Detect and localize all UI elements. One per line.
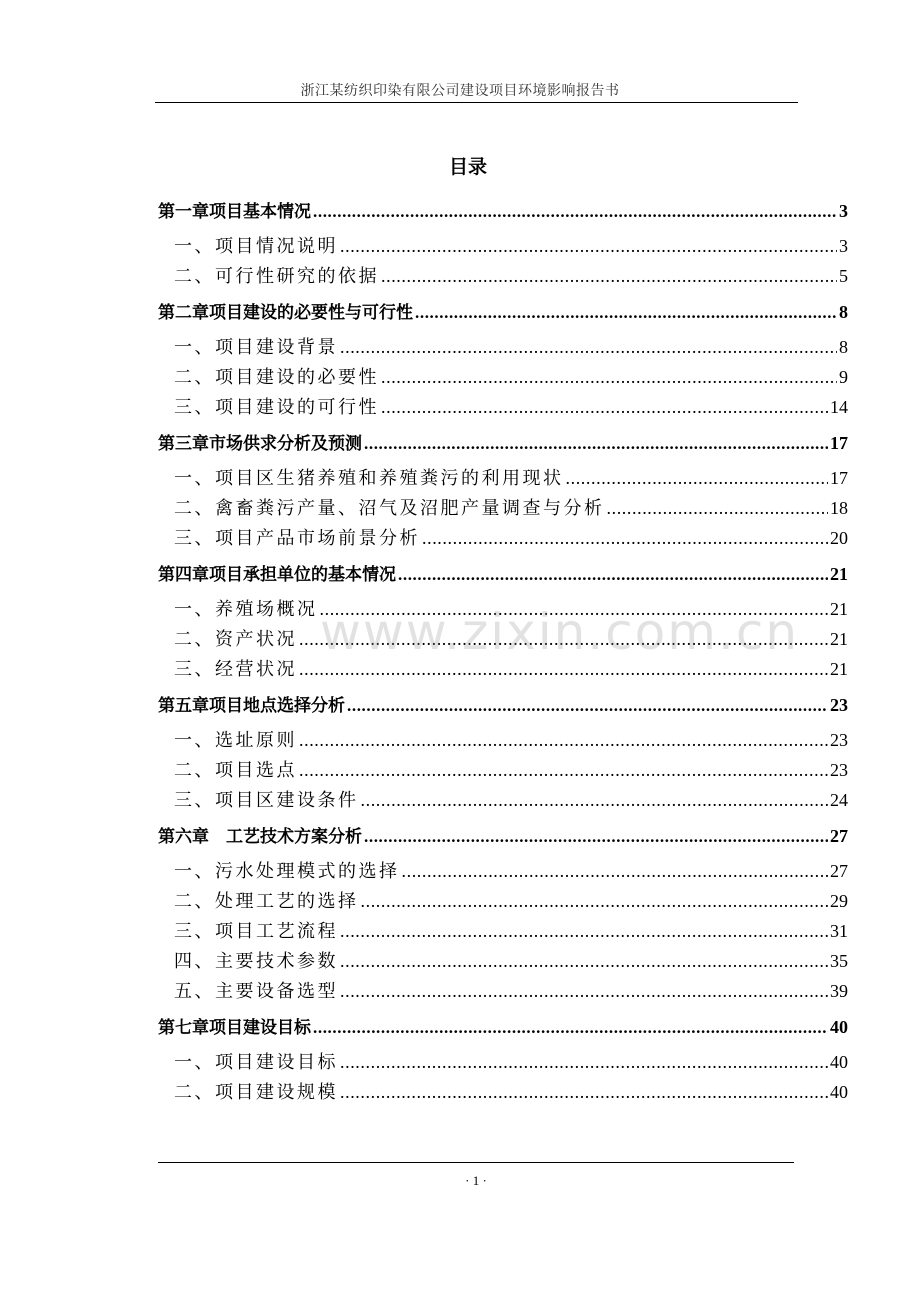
toc-dot-leader [313,1013,828,1043]
toc-entry-label: 二、项目选点 [174,760,297,781]
toc-chapter-entry[interactable] [158,297,848,327]
toc-dot-leader [402,856,829,886]
toc-entry-page: 3 [839,201,848,221]
toc-dot-leader [381,392,828,422]
footer-divider [158,1162,794,1163]
toc-entry-label: 一、项目建设目标 [174,1052,338,1073]
toc-entry-page: 3 [839,236,848,256]
toc-entry-page: 24 [830,790,848,810]
toc-dot-leader [347,691,828,721]
toc-dot-leader [320,594,829,624]
toc-entry-label: 三、项目建设的可行性 [174,397,379,418]
toc-entry-label: 三、项目产品市场前景分析 [174,528,420,549]
header-divider [155,102,798,103]
toc-entry-page: 40 [830,1082,848,1102]
toc-entry-label: 第一章项目基本情况 [158,202,311,222]
toc-dot-leader [340,946,828,976]
toc-entry-page: 29 [830,891,848,911]
toc-entry-page: 8 [839,337,848,357]
toc-entry-page: 40 [830,1052,848,1072]
toc-section-entry[interactable] [158,916,848,946]
toc-section-entry[interactable] [158,755,848,785]
toc-entry-label: 第七章项目建设目标 [158,1018,311,1038]
toc-section-entry[interactable] [158,332,848,362]
toc-entry-label: 三、项目区建设条件 [174,790,359,811]
toc-entry-label: 二、项目建设规模 [174,1082,338,1103]
toc-entry-label: 一、项目情况说明 [174,236,338,257]
toc-dot-leader [364,429,828,459]
toc-dot-leader [398,560,828,590]
toc-dot-leader [299,725,828,755]
toc-entry-page: 8 [839,302,848,322]
toc-entry-page: 9 [839,367,848,387]
toc-section-entry[interactable] [158,231,848,261]
toc-dot-leader [299,624,828,654]
toc-entry-page: 23 [830,695,848,715]
toc-dot-leader [299,755,828,785]
toc-chapter-entry[interactable] [158,196,848,226]
toc-entry-label: 一、项目区生猪养殖和养殖粪污的利用现状 [174,468,564,489]
toc-section-entry[interactable] [158,463,848,493]
toc-section-entry[interactable] [158,654,848,684]
toc-chapter-entry[interactable] [158,690,848,720]
toc-entry-page: 18 [830,498,848,518]
toc-dot-leader [340,1047,828,1077]
toc-entry-label: 一、污水处理模式的选择 [174,861,400,882]
toc-dot-leader [566,463,829,493]
toc-entry-label: 第四章项目承担单位的基本情况 [158,565,396,585]
toc-entry-page: 21 [830,659,848,679]
toc-dot-leader [361,886,829,916]
toc-chapter-entry[interactable] [158,821,848,851]
toc-entry-label: 四、主要技术参数 [174,951,338,972]
toc-entry-page: 27 [830,826,848,846]
toc-dot-leader [381,261,837,291]
toc-section-entry[interactable] [158,594,848,624]
toc-entry-page: 21 [830,629,848,649]
toc-chapter-entry[interactable] [158,559,848,589]
toc-entry-page: 23 [830,730,848,750]
toc-dot-leader [415,298,837,328]
toc-dot-leader [299,654,828,684]
toc-entry-page: 5 [839,266,848,286]
toc-entry-page: 20 [830,528,848,548]
toc-dot-leader [340,231,837,261]
toc-section-entry[interactable] [158,261,848,291]
toc-dot-leader [607,493,829,523]
page-number: · 1 · [465,1173,487,1188]
toc-entry-label: 一、养殖场概况 [174,599,318,620]
toc-section-entry[interactable] [158,946,848,976]
toc-entry-label: 三、经营状况 [174,659,297,680]
toc-chapter-entry[interactable] [158,1012,848,1042]
toc-section-entry[interactable] [158,725,848,755]
toc-section-entry[interactable] [158,976,848,1006]
toc-entry-label: 二、资产状况 [174,629,297,650]
toc-dot-leader [364,822,828,852]
toc-entry-page: 27 [830,861,848,881]
toc-entry-label: 三、项目工艺流程 [174,921,338,942]
toc-entry-label: 五、主要设备选型 [174,981,338,1002]
toc-dot-leader [340,916,828,946]
toc-section-entry[interactable] [158,886,848,916]
toc-dot-leader [340,332,837,362]
running-header: 浙江某纺织印染有限公司建设项目环境影响报告书 [300,83,620,99]
toc-entry-label: 第五章项目地点选择分析 [158,696,345,716]
toc-entry-label: 第三章市场供求分析及预测 [158,434,362,454]
toc-section-entry[interactable] [158,624,848,654]
toc-entry-label: 二、禽畜粪污产量、沼气及沼肥产量调查与分析 [174,498,605,519]
toc-entry-label: 二、可行性研究的依据 [174,266,379,287]
toc-entry-page: 14 [830,397,848,417]
toc-entry-page: 21 [830,599,848,619]
toc-entry-page: 17 [830,433,848,453]
toc-section-entry[interactable] [158,1047,848,1077]
toc-entry-page: 39 [830,981,848,1001]
toc-dot-leader [313,197,837,227]
toc-entry-label: 第二章项目建设的必要性与可行性 [158,303,413,323]
toc-chapter-entry[interactable] [158,428,848,458]
toc-section-entry[interactable] [158,856,848,886]
toc-section-entry[interactable] [158,523,848,553]
watermark: www.zixin.com.cn [320,603,800,661]
toc-title: 目录 [448,156,487,178]
toc-entry-page: 31 [830,921,848,941]
toc-section-entry[interactable] [158,392,848,422]
toc-section-entry[interactable] [158,785,848,815]
toc-entry-label: 第六章 工艺技术方案分析 [158,827,362,847]
toc-dot-leader [422,523,828,553]
toc-section-entry[interactable] [158,1077,848,1107]
toc-dot-leader [340,1077,828,1107]
toc-section-entry[interactable] [158,493,848,523]
toc-entry-label: 一、选址原则 [174,730,297,751]
table-of-contents [158,196,848,1107]
toc-dot-leader [381,362,837,392]
toc-entry-page: 23 [830,760,848,780]
toc-dot-leader [340,976,828,1006]
toc-entry-label: 二、处理工艺的选择 [174,891,359,912]
toc-entry-page: 17 [830,468,848,488]
toc-entry-page: 21 [830,564,848,584]
toc-entry-page: 35 [830,951,848,971]
toc-dot-leader [361,785,829,815]
toc-entry-label: 一、项目建设背景 [174,337,338,358]
toc-entry-page: 40 [830,1017,848,1037]
toc-entry-label: 二、项目建设的必要性 [174,367,379,388]
toc-section-entry[interactable] [158,362,848,392]
